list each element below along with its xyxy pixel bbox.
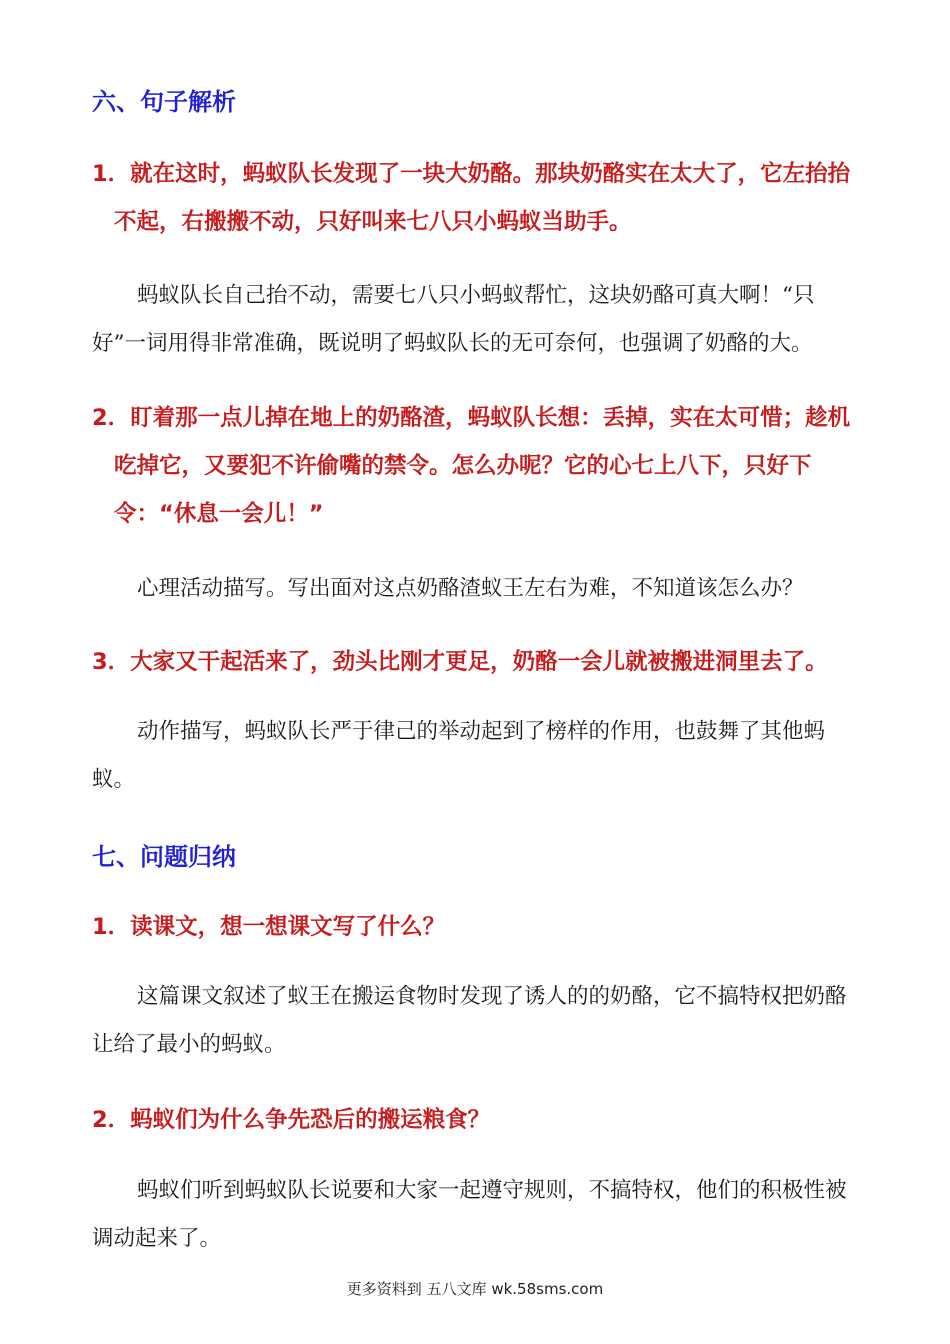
section-heading-question-summary: 七、问题归纳	[92, 843, 236, 871]
answer-summary-1: 这篇课文叙述了蚁王在搬运食物时发现了诱人的的奶酪，它不搞特权把奶酪让给了最小的蚂蚁。	[92, 984, 847, 1057]
answer-summary-2: 蚂蚁们听到蚂蚁队长说要和大家一起遵守规则，不搞特权，他们的积极性被调动起来了。	[92, 1178, 847, 1251]
answer-item-1: 蚂蚁队长自己抬不动，需要七八只小蚂蚁帮忙，这块奶酪可真大啊！“只好”一词用得非常准确，既说明了蚂蚁队长的无可奈何，也强调了奶酪的大。	[92, 283, 815, 356]
answer-item-3: 动作描写，蚂蚁队长严于律己的举动起到了榜样的作用，也鼓舞了其他蚂蚁。	[92, 719, 826, 792]
question-item-3: 3．大家又干起活来了，劲头比刚才更足，奶酪一会儿就被搬进洞里去了。	[92, 649, 828, 675]
question-summary-1: 1．读课文，想一想课文写了什么？	[92, 914, 446, 940]
question-summary-2: 2．蚂蚁们为什么争先恐后的搬运粮食？	[92, 1107, 491, 1133]
section-heading-sentence-analysis: 六、句子解析	[92, 88, 236, 116]
page-footer: 更多资料到 五八文库 wk.58sms.com	[346, 1280, 604, 1298]
question-item-1: 1．就在这时，蚂蚁队长发现了一块大奶酪。那块奶酪实在太大了，它左抬抬不起，右搬搬不动，只好叫来七八只小蚂蚁当助手。	[92, 161, 851, 235]
question-item-2: 2．盯着那一点儿掉在地上的奶酪渣，蚂蚁队长想：丢掉，实在太可惜；趁机吃掉它，又要犯不许偷嘴的禁令。怎么办呢？它的心七上八下，只好下令：“休息一会儿！”	[92, 405, 851, 527]
answer-item-2: 心理活动描写。写出面对这点奶酪渣蚁王左右为难，不知道该怎么办？	[137, 576, 804, 601]
